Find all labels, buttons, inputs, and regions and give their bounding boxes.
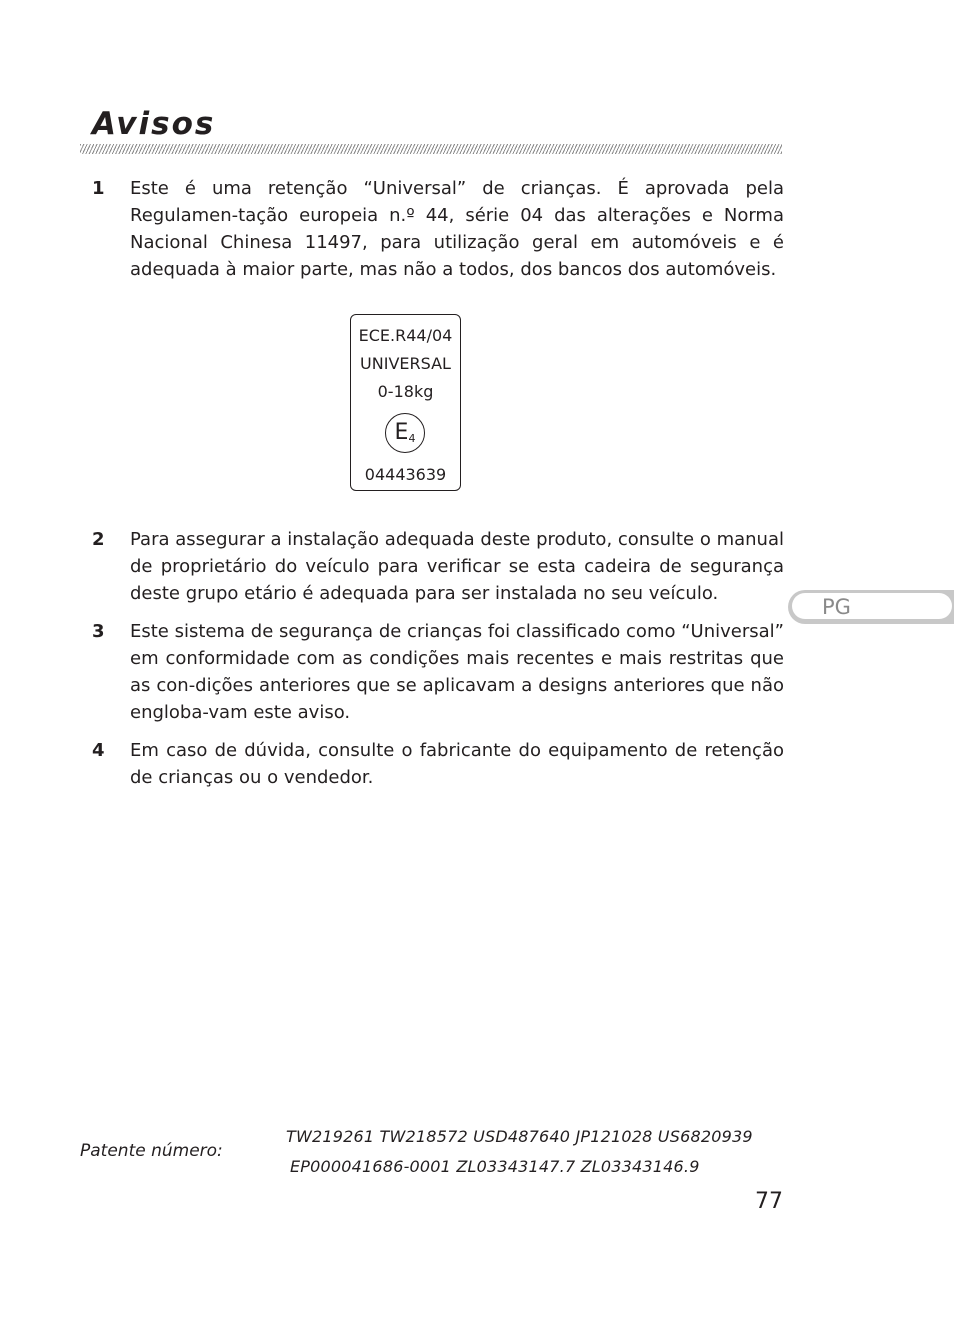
approval-category: UNIVERSAL <box>360 354 451 373</box>
approval-regulation: ECE.R44/04 <box>358 326 453 345</box>
item-text: Em caso de dúvida, consulte o fabricante do equipamento de retenção de crianças ou o vendedor. <box>130 740 784 788</box>
ece-approval-label <box>350 314 461 491</box>
page-title: Avisos <box>92 106 216 142</box>
item-text: Este sistema de segurança de crianças foi classificado como “Universal” em conformidade com as condições mais recentes e mais restritas que as con-dições anteriores que se aplicavam a designs anteriores que não engloba-vam este aviso. <box>130 621 784 723</box>
patent-numbers-line-2: EP000041686-0001 ZL03343147.7 ZL03343146.9 <box>290 1157 700 1176</box>
item-number: 2 <box>92 529 105 550</box>
title-underline-divider <box>80 144 782 154</box>
approval-number: 04443639 <box>364 465 447 484</box>
patent-numbers-line-1: TW219261 TW218572 USD487640 JP121028 US6820939 <box>286 1127 753 1146</box>
page-number: 77 <box>755 1189 783 1214</box>
patent-label: Patente número: <box>80 1141 223 1161</box>
e-mark-icon: $E_4$ <box>385 413 425 453</box>
approval-weight-range: 0-18kg <box>377 382 434 401</box>
item-text: Para assegurar a instalação adequada deste produto, consulte o manual de proprietário do veículo para verificar se esta cadeira de segurança deste grupo etário é adequada para ser instalada no seu veículo. <box>130 529 784 604</box>
language-tab-label: PG <box>822 595 851 619</box>
item-number: 1 <box>92 178 105 199</box>
item-number: 3 <box>92 621 105 642</box>
item-number: 4 <box>92 740 105 761</box>
item-text: Este é uma retenção “Universal” de crianças. É aprovada pela Regulamen-tação europeia n.º 44, série 04 das alterações e Norma Nacional Chinesa 11497, para utilização geral em automóveis e é adequada à maior parte, mas não a todos, dos bancos dos automóveis. <box>130 178 784 280</box>
language-tab <box>788 590 954 624</box>
